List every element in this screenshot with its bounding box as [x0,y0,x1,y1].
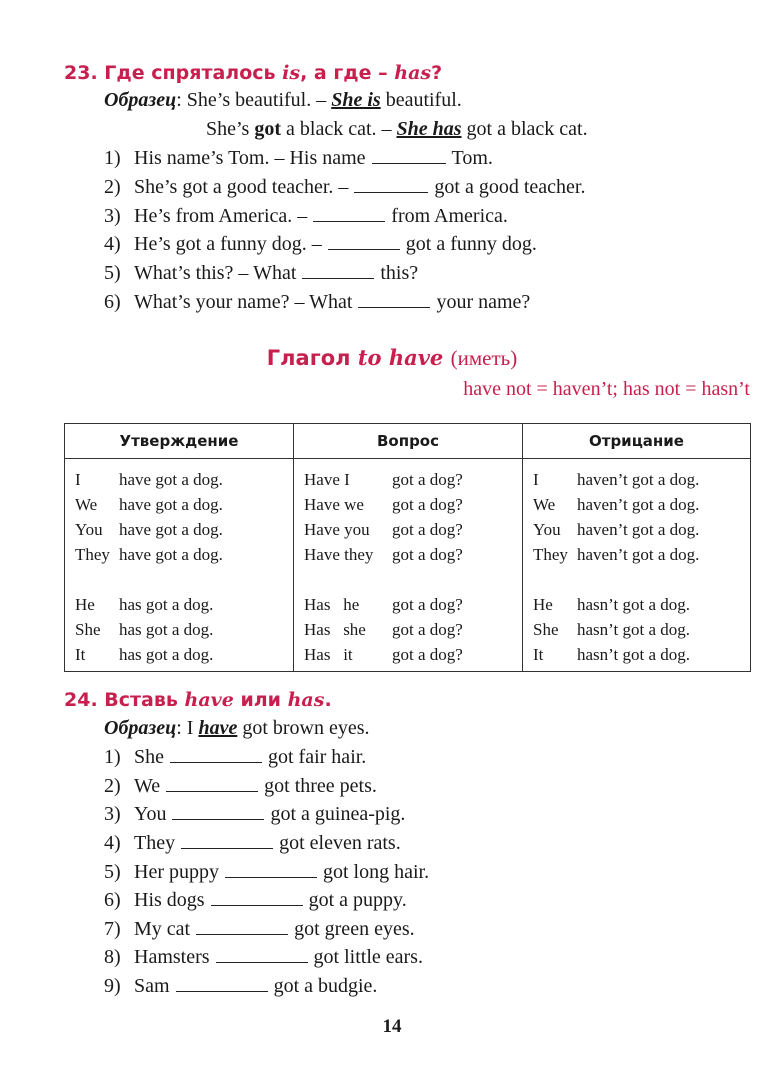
affirmative-cell [65,459,294,672]
exercise-24-item: 4) They got eleven rats. [104,832,401,854]
exercise-number: 24. [64,689,98,711]
exercise-23-item: 6) What’s your name? – What your name? [104,291,531,313]
exercise-23-item: 5) What’s this? – What this? [104,262,419,284]
answer-blank[interactable] [354,178,428,193]
answer-blank[interactable] [328,235,400,250]
sample-label: Образец [104,89,177,111]
exercise-24-item: 5) Her puppy got long hair. [104,861,430,883]
exercise-23-item: 1) His name’s Tom. – His name Tom. [104,147,493,169]
answer-blank[interactable] [172,805,264,820]
table-row: She has got a dog. [75,620,214,639]
table-row: Have we got a dog? [304,495,463,514]
table-row: Has she got a dog? [304,620,463,639]
exercise-number: 23. [64,62,98,84]
answer-blank[interactable] [225,863,317,878]
column-header-question: Вопрос [294,424,523,459]
table-row: Have I got a dog? [304,470,463,489]
table-row: Have they got a dog? [304,545,463,564]
table-row: We have got a dog. [75,495,223,514]
table-row: They haven’t got a dog. [533,545,700,564]
table-row: It hasn’t got a dog. [533,645,691,664]
answer-blank[interactable] [358,293,430,308]
answer-blank[interactable] [302,264,374,279]
answer-blank[interactable] [216,948,308,963]
table-row: They have got a dog. [75,545,223,564]
exercise-23-sample-2: She’s got a black cat. – She has got a black cat. [206,118,588,140]
table-row: He hasn’t got a dog. [533,595,691,614]
table-row: I have got a dog. [75,470,223,489]
exercise-23-item: 2) She’s got a good teacher. – got a good teacher. [104,176,586,198]
sample-label: Образец [104,717,177,739]
answer-blank[interactable] [372,149,446,164]
table-row: Have you got a dog? [304,520,463,539]
negative-cell [523,459,751,672]
answer-blank[interactable] [166,777,258,792]
exercise-23-sample-1: Образец: She’s beautiful. – She is beautiful. [104,89,462,111]
contraction-rule: have not = haven’t; has not = hasn’t [463,378,750,400]
exercise-24-title: 24. Вставь have или has. [64,689,332,711]
table-row: Has he got a dog? [304,595,463,614]
answer-blank[interactable] [196,920,288,935]
column-header-negative: Отрицание [523,424,751,459]
table-row: You have got a dog. [75,520,223,539]
table-row: We haven’t got a dog. [533,495,700,514]
answer-blank[interactable] [176,977,268,992]
page-number: 14 [382,1016,402,1037]
answer-blank[interactable] [170,748,262,763]
exercise-23-item: 4) He’s got a funny dog. – got a funny dog. [104,233,537,255]
table-row: You haven’t got a dog. [533,520,700,539]
exercise-24-sample: Образец: I have got brown eyes. [104,717,370,739]
table-row: It has got a dog. [75,645,214,664]
table-row: He has got a dog. [75,595,214,614]
table-row: Has it got a dog? [304,645,463,664]
column-header-affirmative: Утверждение [65,424,294,459]
answer-blank[interactable] [313,207,385,222]
grammar-table [64,423,751,672]
exercise-24-item: 7) My cat got green eyes. [104,918,415,940]
question-cell [294,459,523,672]
exercise-23-item: 3) He’s from America. – from America. [104,205,508,227]
exercise-24-item: 2) We got three pets. [104,775,377,797]
exercise-23-title: 23. Где спряталось is, а где – has? [64,62,443,84]
exercise-24-item: 6) His dogs got a puppy. [104,889,407,911]
answer-blank[interactable] [211,891,303,906]
exercise-24-item: 3) You got a guinea-pig. [104,803,406,825]
grammar-section-title: Глагол to have (иметь) [266,345,518,370]
exercise-24-item: 1) She got fair hair. [104,746,367,768]
answer-blank[interactable] [181,834,273,849]
table-row: I haven’t got a dog. [533,470,700,489]
table-row: She hasn’t got a dog. [533,620,691,639]
exercise-24-item: 8) Hamsters got little ears. [104,946,423,968]
exercise-24-item: 9) Sam got a budgie. [104,975,378,997]
sample-answer: She is [331,89,381,111]
sample-answer: She has [396,118,462,140]
sample-answer: have [198,717,238,739]
